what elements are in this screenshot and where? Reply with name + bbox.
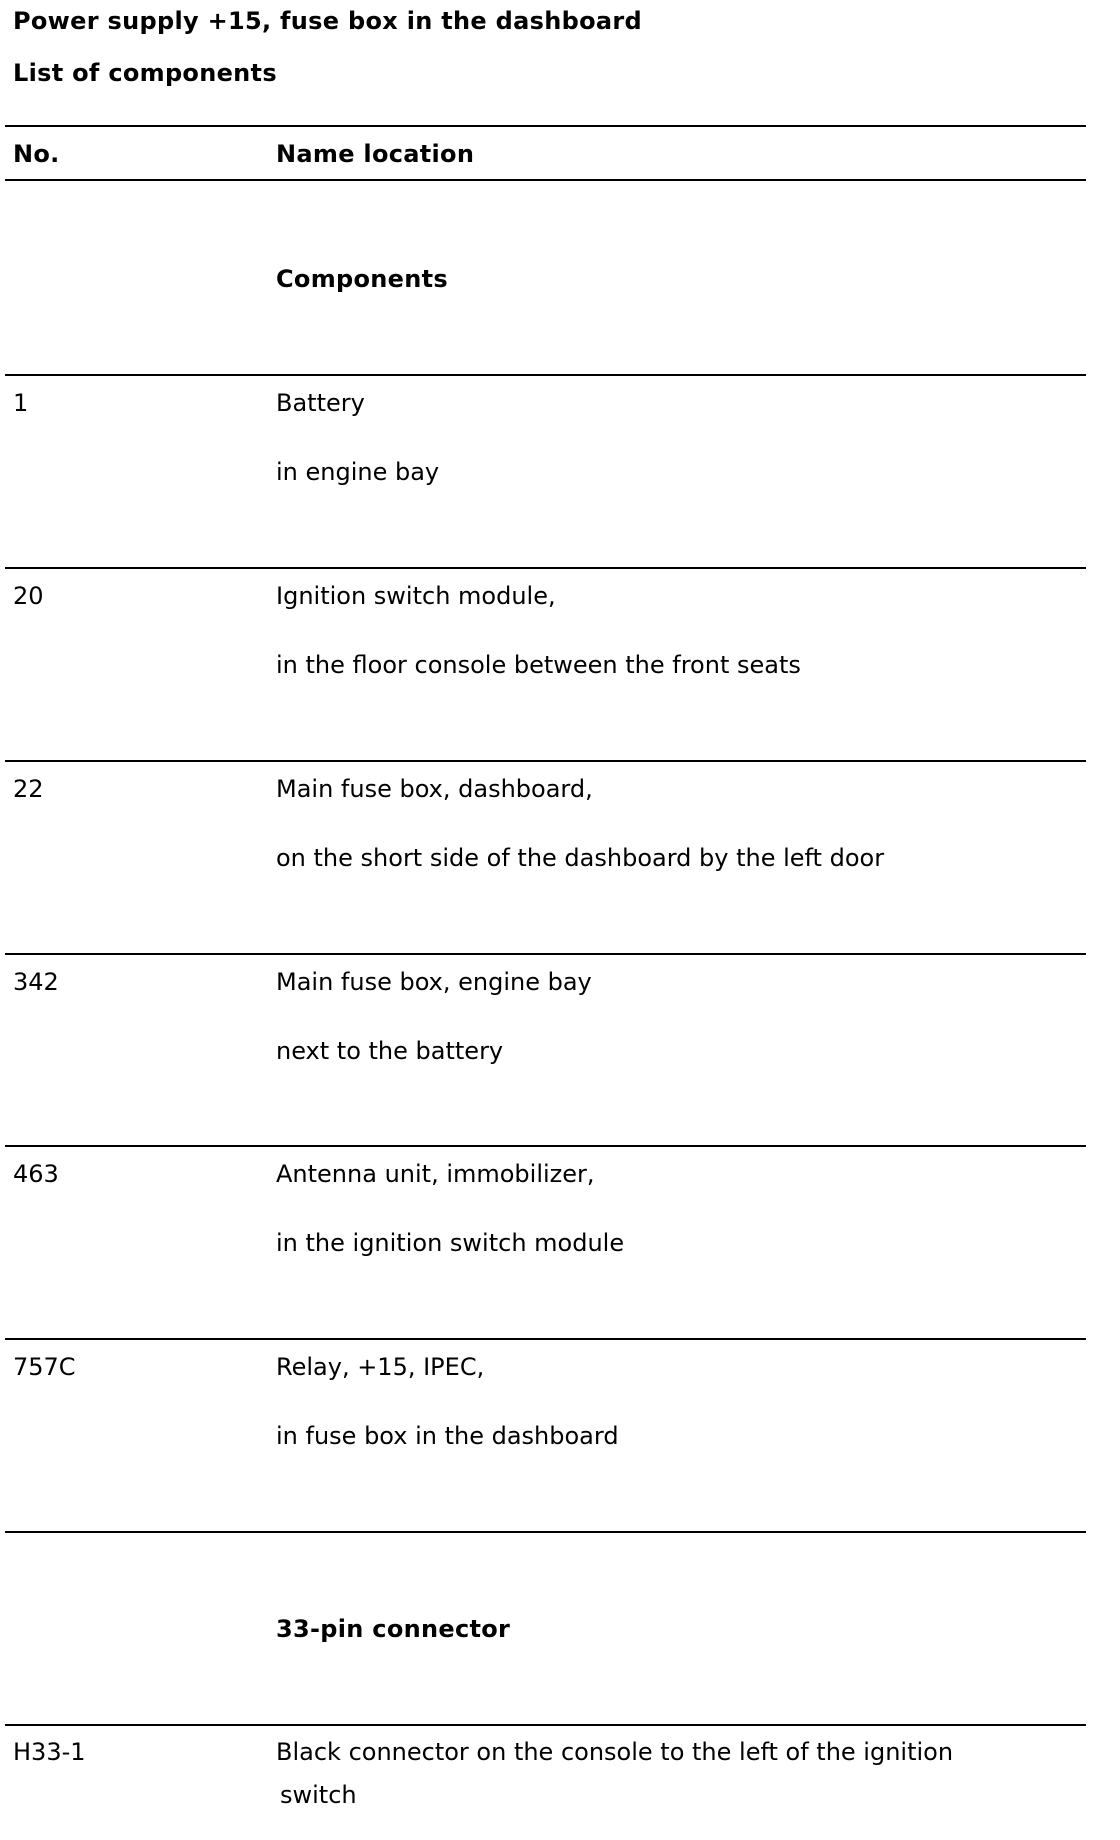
- row-location: on the short side of the dashboard by the left door: [276, 844, 885, 872]
- row-location: in the floor console between the front seats: [276, 651, 801, 679]
- row-number: 20: [13, 582, 44, 610]
- row-divider: [5, 760, 1086, 762]
- row-location: in the ignition switch module: [276, 1229, 625, 1257]
- row-number: H33-1: [13, 1738, 86, 1766]
- row-name: Main fuse box, dashboard,: [276, 775, 593, 803]
- row-number: 22: [13, 775, 44, 803]
- section-heading-33-pin-connector: 33-pin connector: [276, 1615, 511, 1643]
- row-divider: [5, 567, 1086, 569]
- row-name: Antenna unit, immobilizer,: [276, 1160, 595, 1188]
- row-divider: [5, 374, 1086, 376]
- row-name: Black connector on the console to the left of the ignition: [276, 1738, 954, 1766]
- row-location: in fuse box in the dashboard: [276, 1422, 619, 1450]
- section-heading-components: Components: [276, 265, 448, 293]
- column-header-no: No.: [13, 140, 60, 168]
- row-name: Ignition switch module,: [276, 582, 556, 610]
- column-header-name-location: Name location: [276, 140, 475, 168]
- document-subtitle: List of components: [13, 59, 277, 87]
- row-divider: [5, 1338, 1086, 1340]
- row-name-continuation: switch: [280, 1781, 357, 1809]
- row-number: 757C: [13, 1353, 76, 1381]
- row-number: 1: [13, 389, 29, 417]
- row-name: Relay, +15, IPEC,: [276, 1353, 485, 1381]
- row-name: Battery: [276, 389, 365, 417]
- row-number: 463: [13, 1160, 59, 1188]
- row-divider: [5, 1145, 1086, 1147]
- header-bottom-rule: [5, 179, 1086, 181]
- row-divider: [5, 953, 1086, 955]
- document-title: Power supply +15, fuse box in the dashboard: [13, 7, 642, 35]
- row-location: next to the battery: [276, 1037, 504, 1065]
- row-divider: [5, 1531, 1086, 1533]
- row-number: 342: [13, 968, 59, 996]
- row-location: in engine bay: [276, 458, 440, 486]
- row-divider: [5, 1724, 1086, 1726]
- table-top-rule: [5, 125, 1086, 127]
- row-name: Main fuse box, engine bay: [276, 968, 592, 996]
